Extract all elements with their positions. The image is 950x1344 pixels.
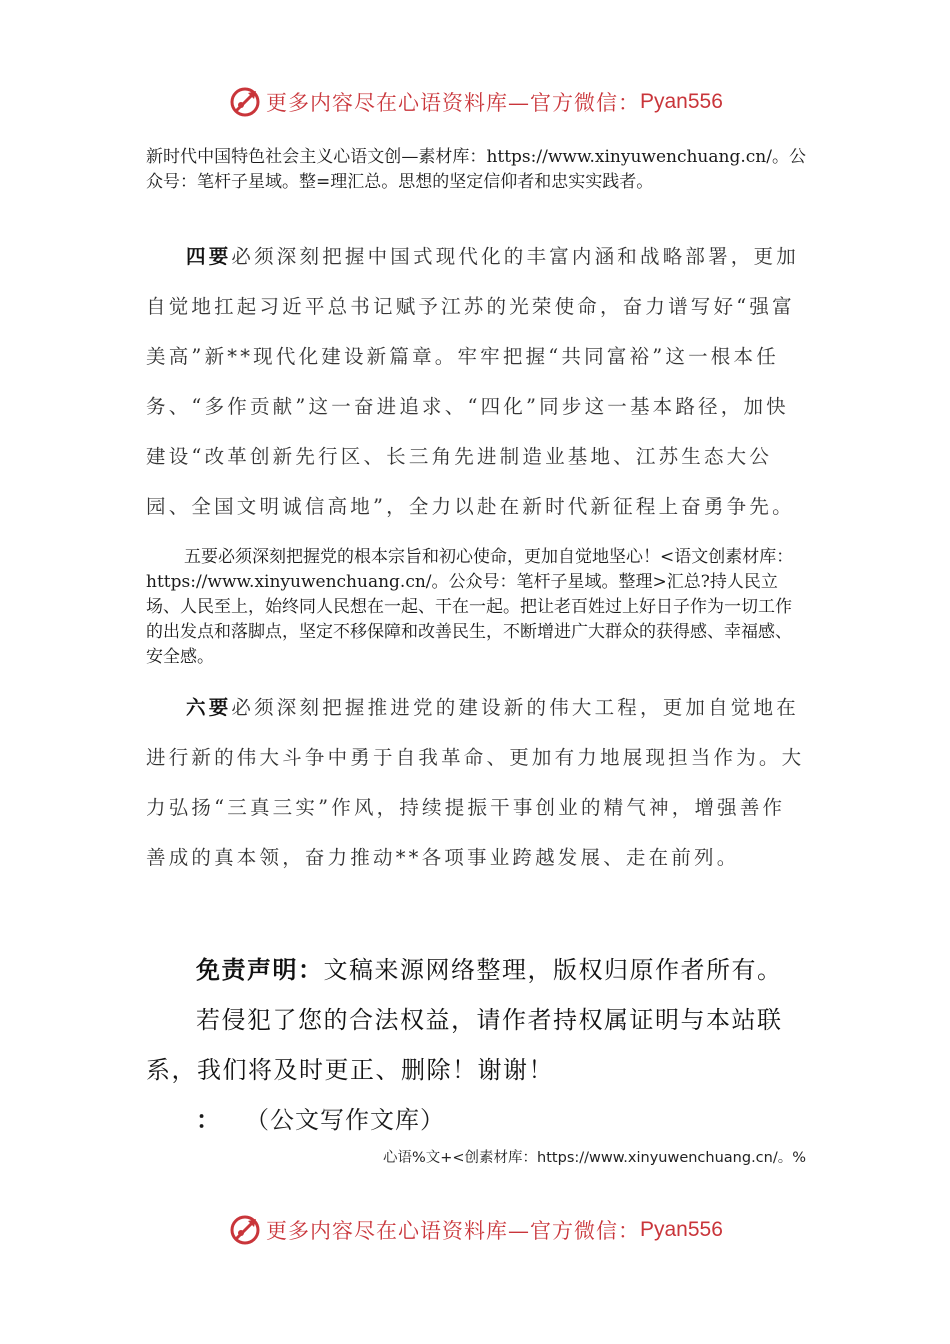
banner-wechat: Pyan556 — [640, 1218, 723, 1241]
paragraph-six — [146, 683, 806, 883]
pen-logo-icon — [228, 85, 262, 119]
disclaimer-line-two: 若侵犯了您的合法权益，请作者持权属证明与本站联系，我们将及时更正、删除！谢谢！ — [146, 1006, 783, 1084]
banner-text: 更多内容尽在心语资料库—官方微信： — [266, 91, 640, 115]
banner-text: 更多内容尽在心语资料库—官方微信： — [266, 1219, 640, 1243]
intro-paragraph: 新时代中国特色社会主义心语文创—素材库：https://www.xinyuwenchuang.cn/。公众号：笔杆子星域。整=理汇总。思想的坚定信仰者和忠实实践者。 — [146, 147, 806, 192]
disclaimer-line-one — [146, 945, 826, 995]
source-line: 心语%文+<创素材库：https://www.xinyuwenchuang.cn/。% — [382, 1150, 806, 1166]
disclaimer-label: 免责声明： — [196, 956, 324, 984]
paragraph-six-text: 必须深刻把握推进党的建设新的伟大工程，更加自觉地在进行新的伟大斗争中勇于自我革命、更加有力地展现担当作为。大力弘扬“三真三实”作风，持续提振干事创业的精气神，增强善作善成的真本领，奋力推动**各项事业跨越发展、走在前列。 — [146, 696, 805, 869]
disclaimer-block — [146, 945, 826, 1095]
paragraph-four — [146, 232, 806, 532]
category-line — [196, 1100, 445, 1135]
pen-logo-icon — [228, 1213, 262, 1247]
paragraph-six-lead: 六要 — [186, 696, 232, 719]
footer-banner — [228, 1210, 728, 1250]
paragraph-five: 五要必须深刻把握党的根本宗旨和初心使命，更加自觉地坚心！<语文创素材库：https://www.xinyuwenchuang.cn/。公众号：笔杆子星域。整理>汇总?持人民立场、人民至上，始终同人民想在一起、干在一起。把让老百姓过上好日子作为一切工作的出发点和落脚点，坚定不移保障和改善民生，不断增进广大群众的获得感、幸福感、安全感。 — [146, 547, 794, 667]
disclaimer-text: 文稿来源网络整理，版权归原作者所有。 — [323, 956, 783, 984]
category-label: （公文写作文库） — [257, 1106, 445, 1134]
header-banner — [228, 82, 728, 122]
paragraph-four-lead: 四要 — [186, 245, 232, 268]
category-colon: ： — [196, 1106, 221, 1134]
paragraph-four-text: 必须深刻把握中国式现代化的丰富内涵和战略部署，更加自觉地扛起习近平总书记赋予江苏的光荣使命，奋力谱写好“强富美高”新**现代化建设新篇章。牢牢把握“共同富裕”这一根本任务、“多作贡献”这一奋进追求、“四化”同步这一基本路径，加快建设“改革创新先行区、长三角先进制造业基地、江苏生态大公园、全国文明诚信高地”，全力以赴在新时代新征程上奋勇争先。 — [146, 245, 799, 518]
banner-wechat: Pyan556 — [640, 90, 723, 113]
